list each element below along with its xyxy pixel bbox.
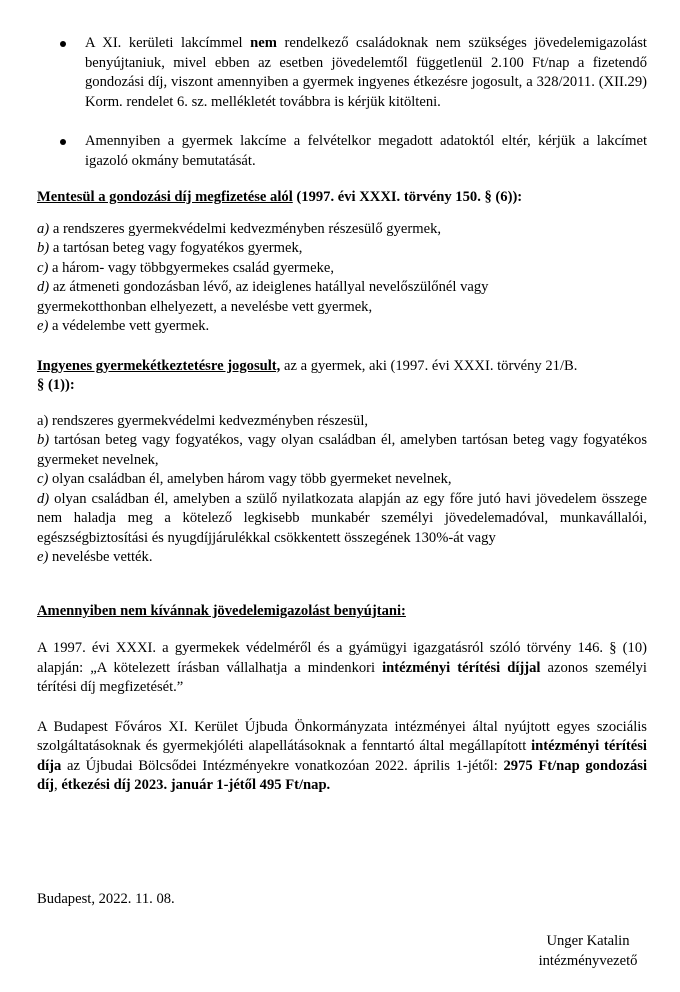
bullet-item [37, 34, 647, 112]
exemption-heading-reference: (1997. évi XXXI. törvény 150. § (6)): [292, 189, 523, 205]
list-item: b) tartósan beteg vagy fogyatékos, vagy olyan családban él, amelyben tartósan beteg vagy fogyatékos gyermeket nevelnek, [37, 432, 647, 468]
signature-block [523, 932, 653, 971]
bullet-icon [60, 139, 66, 145]
list-item: e) nevelésbe vették. [37, 549, 153, 565]
list-item: a) a rendszeres gyermekvédelmi kedvezményben részesülő gyermek, [37, 220, 442, 237]
list-item: e) a védelembe vett gyermek. [37, 318, 210, 334]
list-item: c) olyan családban él, amelyben három vagy több gyermeket nevelnek, [37, 471, 452, 487]
bullet-text: A XI. kerületi lakcímmel [85, 35, 251, 51]
bullet-item [37, 132, 647, 171]
free-meal-heading-reference: az a gyermek, aki (1997. évi XXXI. törvény 21/B. [280, 357, 578, 374]
no-income-heading: Amennyiben nem kívánnak jövedelemigazolást benyújtani: [37, 602, 406, 619]
list-item: d) olyan családban él, amelyben a szülő nyilatkozata alapján az egy főre jutó havi jövedelem összege nem haladja meg a kötelező legkisebb munkabér személyi jövedelemadóval, munkavállalói, egészségbiztosítási és nyugdíjjárulékkal csökkentett összegének 130%-át vagy [37, 490, 647, 546]
list-item: a) rendszeres gyermekvédelmi kedvezményben részesül, [37, 412, 369, 429]
document-date: Budapest, 2022. 11. 08. [37, 891, 175, 907]
signer-name: Unger Katalin [546, 933, 630, 949]
list-item: gyermekotthonban elhelyezett, a nevelésbe vett gyermek, [37, 298, 373, 315]
exemption-heading [37, 188, 647, 208]
free-meal-heading [37, 357, 647, 396]
document-page [37, 34, 647, 796]
list-item: b) a tartósan beteg vagy fogyatékos gyermek, [37, 240, 303, 256]
fee-paragraph: A Budapest Főváros XI. Kerület Újbuda Önkormányzata intézményei által nyújtott egyes szociális szolgáltatásoknak és gyermekjóléti alapellátásoknak a fenntartó által megállapított intézményi térítési díja az Újbudai Bölcsődei Intézményekre vonatkozóan 2022. április 1-jétől: 2975 Ft/nap gondozási díj, étkezési díj 2023. január 1-jétől 495 Ft/nap. [37, 718, 647, 793]
bullet-text: rendelkező családoknak nem szükséges jövedelemigazolást benyújtaniuk, mivel ebben az esetben jövedelemtől függetlenül 2.100 Ft/nap a fizetendő gondozási díj, viszont amennyiben a gyermek ingyenes étkezésre jogosult, a 328/2011. (XII.29) Korm. rendelet 6. sz. mellékletét továbbra is kérjük kitölteni. [85, 35, 647, 110]
free-meal-list [37, 412, 647, 568]
list-item: c) a három- vagy többgyermekes család gyermeke, [37, 259, 335, 276]
list-item: d) az átmeneti gondozásban lévő, az ideiglenes hatállyal nevelőszülőnél vagy [37, 279, 489, 295]
signer-title: intézményvezető [538, 952, 638, 969]
free-meal-heading-title: Ingyenes gyermekétkeztetésre jogosult, [37, 357, 281, 374]
exemption-list [37, 220, 647, 337]
no-income-paragraph: A 1997. évi XXXI. a gyermekek védelméről és a gyámügyi igazgatásról szóló törvény 146. § (10) alapján: „A kötelezett írásban vállalhatja a mindenkori intézményi térítési díjjal azonos személyi térítési díj megfizetését.” [37, 640, 647, 695]
bullet-emphasis: nem [250, 35, 277, 51]
free-meal-heading-end: § (1)): [37, 377, 75, 393]
exemption-heading-title: Mentesül a gondozási díj megfizetése alól [37, 189, 293, 205]
bullet-icon [60, 41, 66, 47]
bullet-text: Amennyiben a gyermek lakcíme a felvételkor megadott adatoktól eltér, kérjük a lakcímet igazoló okmány bemutatását. [85, 133, 647, 169]
